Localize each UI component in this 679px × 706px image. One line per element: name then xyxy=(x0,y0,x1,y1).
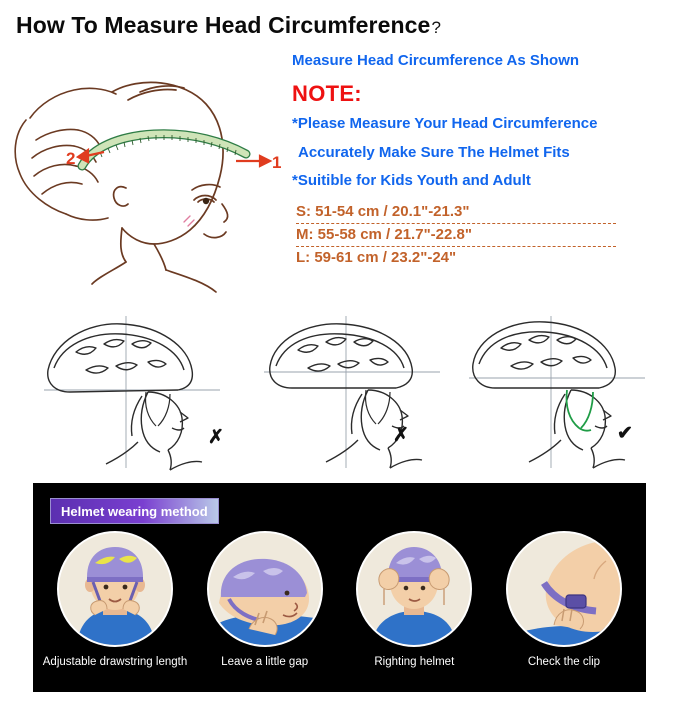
fit-mark-2: ✗ xyxy=(393,425,409,446)
helmet-fit-svg-2 xyxy=(250,312,455,472)
step-4-image xyxy=(506,531,622,647)
step-3-image xyxy=(356,531,472,647)
page-title-text: How To Measure Head Circumference xyxy=(16,12,431,38)
step-1-image xyxy=(57,531,173,647)
helmet-fit-wrong-forward xyxy=(250,312,455,472)
panel-step xyxy=(494,531,634,681)
step-4-svg xyxy=(508,533,620,645)
step-4-caption: Check the clip xyxy=(527,656,601,668)
panel-step xyxy=(42,531,188,681)
page-title-question-mark: ? xyxy=(431,18,441,37)
fit-mark-3: ✔ xyxy=(617,423,633,444)
size-row-l: L: 59-61 cm / 23.2"-24" xyxy=(296,249,457,266)
fit-mark-1: ✗ xyxy=(208,427,224,448)
marker-1-label: 1 xyxy=(272,153,282,172)
helmet-wearing-method-panel xyxy=(33,483,646,692)
step-1-caption: Adjustable drawstring length xyxy=(42,656,188,668)
note-label: NOTE: xyxy=(292,80,362,106)
panel-steps-grid xyxy=(42,531,634,681)
note-line-1: *Please Measure Your Head Circumference xyxy=(292,114,598,132)
step-2-caption: Leave a little gap xyxy=(221,656,309,668)
head-measure-illustration xyxy=(8,48,288,303)
helmet-fit-row xyxy=(0,312,679,472)
step-1-svg xyxy=(59,533,171,645)
panel-title-text: Helmet wearing method xyxy=(61,503,208,519)
note-line-3: *Suitible for Kids Youth and Adult xyxy=(292,172,531,190)
size-chart xyxy=(292,201,672,269)
instructions-headline: Measure Head Circumference As Shown xyxy=(292,52,580,69)
head-measure-svg xyxy=(8,48,288,303)
step-2-svg xyxy=(209,533,321,645)
helmet-fit-svg-1 xyxy=(30,312,235,472)
panel-step xyxy=(344,531,484,681)
helmet-fit-correct xyxy=(455,312,660,472)
helmet-fit-wrong-back xyxy=(30,312,235,472)
instructions-block xyxy=(292,52,672,269)
step-3-caption: Righting helmet xyxy=(374,656,455,668)
size-row-m: M: 55-58 cm / 21.7"-22.8" xyxy=(296,226,472,243)
step-3-svg xyxy=(358,533,470,645)
page-title xyxy=(16,12,666,39)
panel-title-banner xyxy=(50,498,219,524)
note-line-2: Accurately Make Sure The Helmet Fits xyxy=(298,143,570,161)
helmet-fit-svg-3 xyxy=(455,312,660,472)
marker-2-label: 2 xyxy=(66,149,76,168)
size-row-s: S: 51-54 cm / 20.1"-21.3" xyxy=(296,203,470,220)
step-2-image xyxy=(207,531,323,647)
panel-step xyxy=(195,531,335,681)
